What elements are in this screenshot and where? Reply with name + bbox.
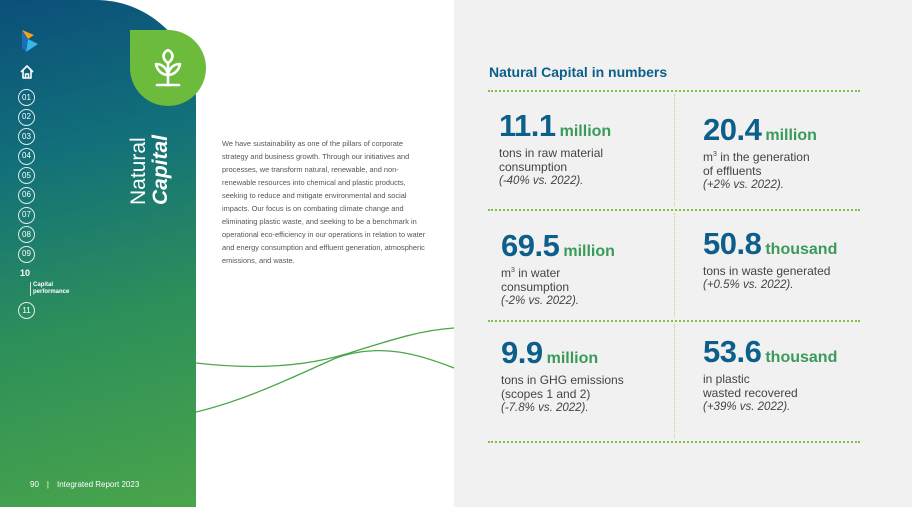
stat-change: (+39% vs. 2022). (703, 401, 791, 413)
stat-value: 53.6 (703, 334, 762, 369)
stat-desc-line1: tons in raw material (499, 146, 604, 160)
stat-value: 20.4 (703, 112, 762, 147)
stat-change: (-7.8% vs. 2022). (501, 402, 589, 414)
stat-effluents (703, 114, 868, 192)
stat-value: 9.9 (501, 335, 543, 370)
stat-change: (-40% vs. 2022). (499, 175, 584, 187)
section-title-line2: Capital (149, 134, 172, 205)
stat-plastic (703, 336, 868, 414)
stat-value: 50.8 (703, 226, 762, 261)
stat-desc-line1: tons in waste generated (703, 264, 831, 278)
stat-desc-line2: (scopes 1 and 2) (501, 387, 591, 401)
section-title (128, 115, 172, 205)
chapter-link[interactable]: 11 (18, 302, 35, 319)
stat-water (501, 230, 666, 308)
intro-paragraph: We have sustainability as one of the pillars of corporate strategy and business growth. Through our initiatives and processes, we transform natural, renewable, and non-renewable resources into chemical and plastic products, seeking to reduce and mitigate environmental and social impacts. Our focus is on combating climate change and eliminating plastic waste, and seeking to be a benchmark in operational eco-efficiency in our operations in relation to water and energy consumption and effluent generation, atmospheric emissions, and waste. (222, 139, 426, 265)
column-divider (674, 94, 675, 206)
divider-line (488, 90, 860, 92)
report-name: Integrated Report 2023 (56, 480, 140, 489)
panel-title: Natural Capital in numbers (489, 64, 668, 80)
stat-desc-line2: consumption (499, 160, 568, 174)
stat-change: (+2% vs. 2022). (703, 179, 784, 191)
stat-unit-superscript: 3 (511, 267, 515, 274)
stat-desc-line1: in the generation (716, 150, 810, 164)
divider-line (488, 441, 860, 443)
stat-value: 69.5 (501, 228, 560, 263)
stat-unit: thousand (765, 241, 838, 258)
chapter-link[interactable]: 09 (18, 246, 35, 263)
chapter-link[interactable]: 07 (18, 207, 35, 224)
chapter-link[interactable]: 03 (18, 128, 35, 145)
stat-unit: million (546, 350, 599, 367)
stat-raw-material (499, 110, 664, 188)
chapter-link[interactable]: 01 (18, 89, 35, 106)
stat-unit-prefix: m (501, 266, 511, 280)
chapter-link[interactable]: 02 (18, 109, 35, 126)
home-icon[interactable] (19, 64, 35, 80)
company-logo-icon (20, 30, 40, 52)
stat-change: (+0.5% vs. 2022). (703, 279, 794, 291)
stat-unit-prefix: m (703, 150, 713, 164)
stat-unit: million (559, 123, 612, 140)
stat-unit: thousand (765, 349, 838, 366)
stat-desc-line1: in plastic (703, 372, 750, 386)
stat-unit: million (563, 243, 615, 260)
active-chapter-label[interactable]: Capital performance (30, 282, 76, 296)
chapter-link[interactable]: 06 (18, 187, 35, 204)
chapter-link[interactable]: 04 (18, 148, 35, 165)
stat-ghg (501, 337, 666, 415)
stat-change: (-2% vs. 2022). (501, 295, 579, 307)
chapter-list (18, 89, 78, 322)
stat-desc-line2: of effluents (703, 164, 762, 178)
chapter-link-active[interactable]: 10 (20, 268, 31, 279)
section-title-line1: Natural (127, 137, 150, 205)
stat-desc-line1: tons in GHG emissions (501, 373, 624, 387)
footer-separator: | (46, 480, 49, 489)
page-number: 90 (30, 480, 39, 489)
stat-waste (703, 228, 868, 292)
plant-sprout-icon (151, 49, 185, 87)
section-badge (130, 30, 206, 106)
stat-desc-line1: in water (514, 266, 561, 280)
stat-value: 11.1 (499, 108, 556, 143)
stat-desc-line2: wasted recovered (703, 386, 798, 400)
chapter-link[interactable]: 05 (18, 167, 35, 184)
divider-line (488, 320, 860, 322)
page-footer (30, 480, 139, 489)
chapter-link[interactable]: 08 (18, 226, 35, 243)
decorative-wave-lines (196, 300, 454, 430)
stat-desc-line2: consumption (501, 280, 570, 294)
column-divider (674, 213, 675, 317)
column-divider (674, 324, 675, 438)
stat-unit: million (765, 127, 817, 144)
divider-line (488, 209, 860, 211)
stat-unit-superscript: 3 (713, 151, 717, 158)
